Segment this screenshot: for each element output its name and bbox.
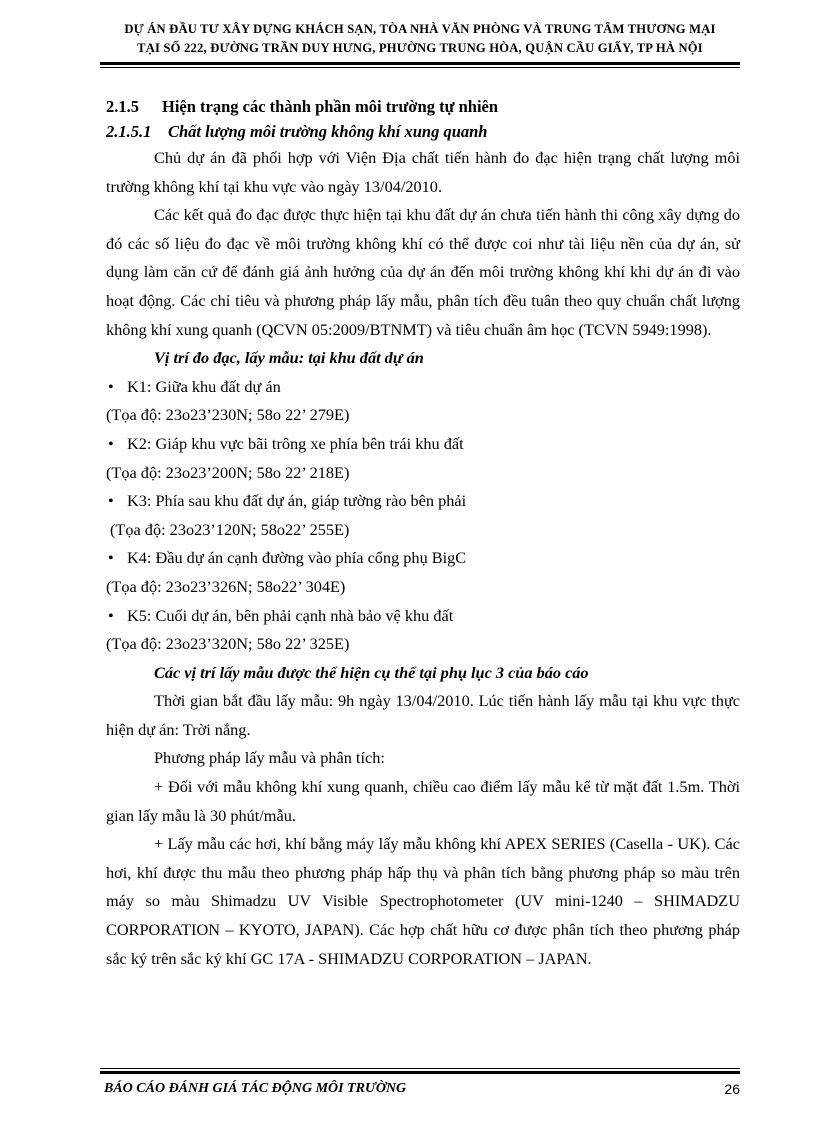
sampling-point-coord: (Tọa độ: 23o23’230N; 58o 22’ 279E) [106, 405, 350, 425]
appendix-note: Các vị trí lấy mẫu được thể hiện cụ thể tại phụ lục 3 của báo cáo [154, 662, 589, 682]
sampling-point-label: K5: Cuối dự án, bên phải cạnh nhà bảo vệ khu đất [127, 605, 454, 625]
sampling-point-label: K1: Giữa khu đất dự án [127, 376, 281, 396]
list-item [106, 430, 740, 487]
section-title: Hiện trạng các thành phần môi trường tự nhiên [162, 97, 499, 116]
bullet-icon: • [108, 605, 114, 625]
footer-divider-thick [100, 1071, 740, 1074]
footer-divider-thin [100, 1068, 740, 1069]
bullet-icon: • [108, 433, 114, 453]
subsection-heading [106, 119, 740, 144]
footer-report-title: BÁO CÁO ĐÁNH GIÁ TÁC ĐỘNG MÔI TRƯỜNG [104, 1081, 407, 1096]
bullet-icon: • [108, 376, 114, 396]
paragraph-1: Chủ dự án đã phối hợp với Viện Địa chất tiến hành đo đạc hiện trạng chất lượng môi trường không khí tại khu vực vào ngày 13/04/2010. [106, 148, 740, 196]
subsection-number: 2.1.5.1 [106, 122, 152, 141]
header-line-1: DỰ ÁN ĐẦU TƯ XÂY DỰNG KHÁCH SẠN, TÒA NHÀ VĂN PHÒNG VÀ TRUNG TÂM THƯƠNG MẠI [124, 22, 716, 36]
section-number: 2.1.5 [106, 97, 139, 116]
paragraph-6: + Lấy mẫu các hơi, khí bằng máy lấy mẫu không khí APEX SERIES (Casella - UK). Các hơi, khí được thu mẫu theo phương pháp hấp thụ và phân tích bằng phương pháp so màu trên máy so màu Shimadzu UV Visible Spectrophotometer (UV mini-1240 – SHIMADZU CORPORATION – KYOTO, JAPAN). Các hợp chất hữu cơ được phân tích theo phương pháp sắc ký trên sắc ký khí GC 17A - SHIMADZU CORPORATION – JAPAN. [106, 834, 740, 968]
bullet-icon: • [108, 548, 114, 568]
sampling-point-label: K2: Giáp khu vực bãi trông xe phía bên trái khu đất [127, 433, 464, 453]
header-divider-thin [100, 67, 740, 68]
list-item [106, 373, 740, 430]
sampling-point-list [106, 373, 740, 659]
list-item [106, 602, 740, 659]
paragraph-4: Phương pháp lấy mẫu và phân tích: [154, 748, 385, 768]
subsection-title: Chất lượng môi trường không khí xung quanh [168, 122, 488, 141]
page-header [100, 20, 740, 58]
list-item [106, 487, 740, 544]
paragraph-2: Các kết quả đo đạc được thực hiện tại khu đất dự án chưa tiến hành thi công xây dựng do đó các số liệu đo đạc về môi trường không khí có thể được coi như tài liệu nền của dự án, sử dụng làm căn cứ để đánh giá ảnh hưởng của dự án đến môi trường không khí khi dự án đi vào hoạt động. Các chỉ tiêu và phương pháp lấy mẫu, phân tích đều tuân theo quy chuẩn chất lượng không khí xung quanh (QCVN 05:2009/BTNMT) và tiêu chuẩn âm học (TCVN 5949:1998). [106, 205, 740, 339]
sampling-point-label: K3: Phía sau khu đất dự án, giáp tường rào bên phải [127, 491, 467, 511]
sampling-point-coord: (Tọa độ: 23o23’320N; 58o 22’ 325E) [106, 634, 350, 654]
paragraph-5: + Đối với mẫu không khí xung quanh, chiều cao điểm lấy mẫu kể từ mặt đất 1.5m. Thời gian lấy mẫu là 30 phút/mẫu. [106, 777, 740, 825]
sampling-point-coord: (Tọa độ: 23o23’200N; 58o 22’ 218E) [106, 462, 350, 482]
list-item [106, 544, 740, 601]
section-heading [106, 94, 740, 119]
paragraph-3: Thời gian bắt đầu lấy mẫu: 9h ngày 13/04/2010. Lúc tiến hành lấy mẫu tại khu vực thực hiện dự án: Trời nắng. [106, 691, 740, 739]
page-number: 26 [724, 1081, 740, 1097]
sampling-location-title: Vị trí đo đạc, lấy mẫu: tại khu đất dự án [154, 348, 424, 368]
header-divider-thick [100, 62, 740, 65]
sampling-point-coord: (Tọa độ: 23o23’326N; 58o22’ 304E) [106, 576, 346, 596]
bullet-icon: • [108, 491, 114, 511]
header-line-2: TẠI SỐ 222, ĐƯỜNG TRẦN DUY HƯNG, PHƯỜNG TRUNG HÒA, QUẬN CẦU GIẤY, TP HÀ NỘI [137, 41, 703, 55]
sampling-point-coord: (Tọa độ: 23o23’120N; 58o22’ 255E) [110, 519, 350, 539]
page-body [106, 94, 740, 973]
sampling-point-label: K4: Đầu dự án cạnh đường vào phía cổng phụ BigC [127, 548, 467, 568]
